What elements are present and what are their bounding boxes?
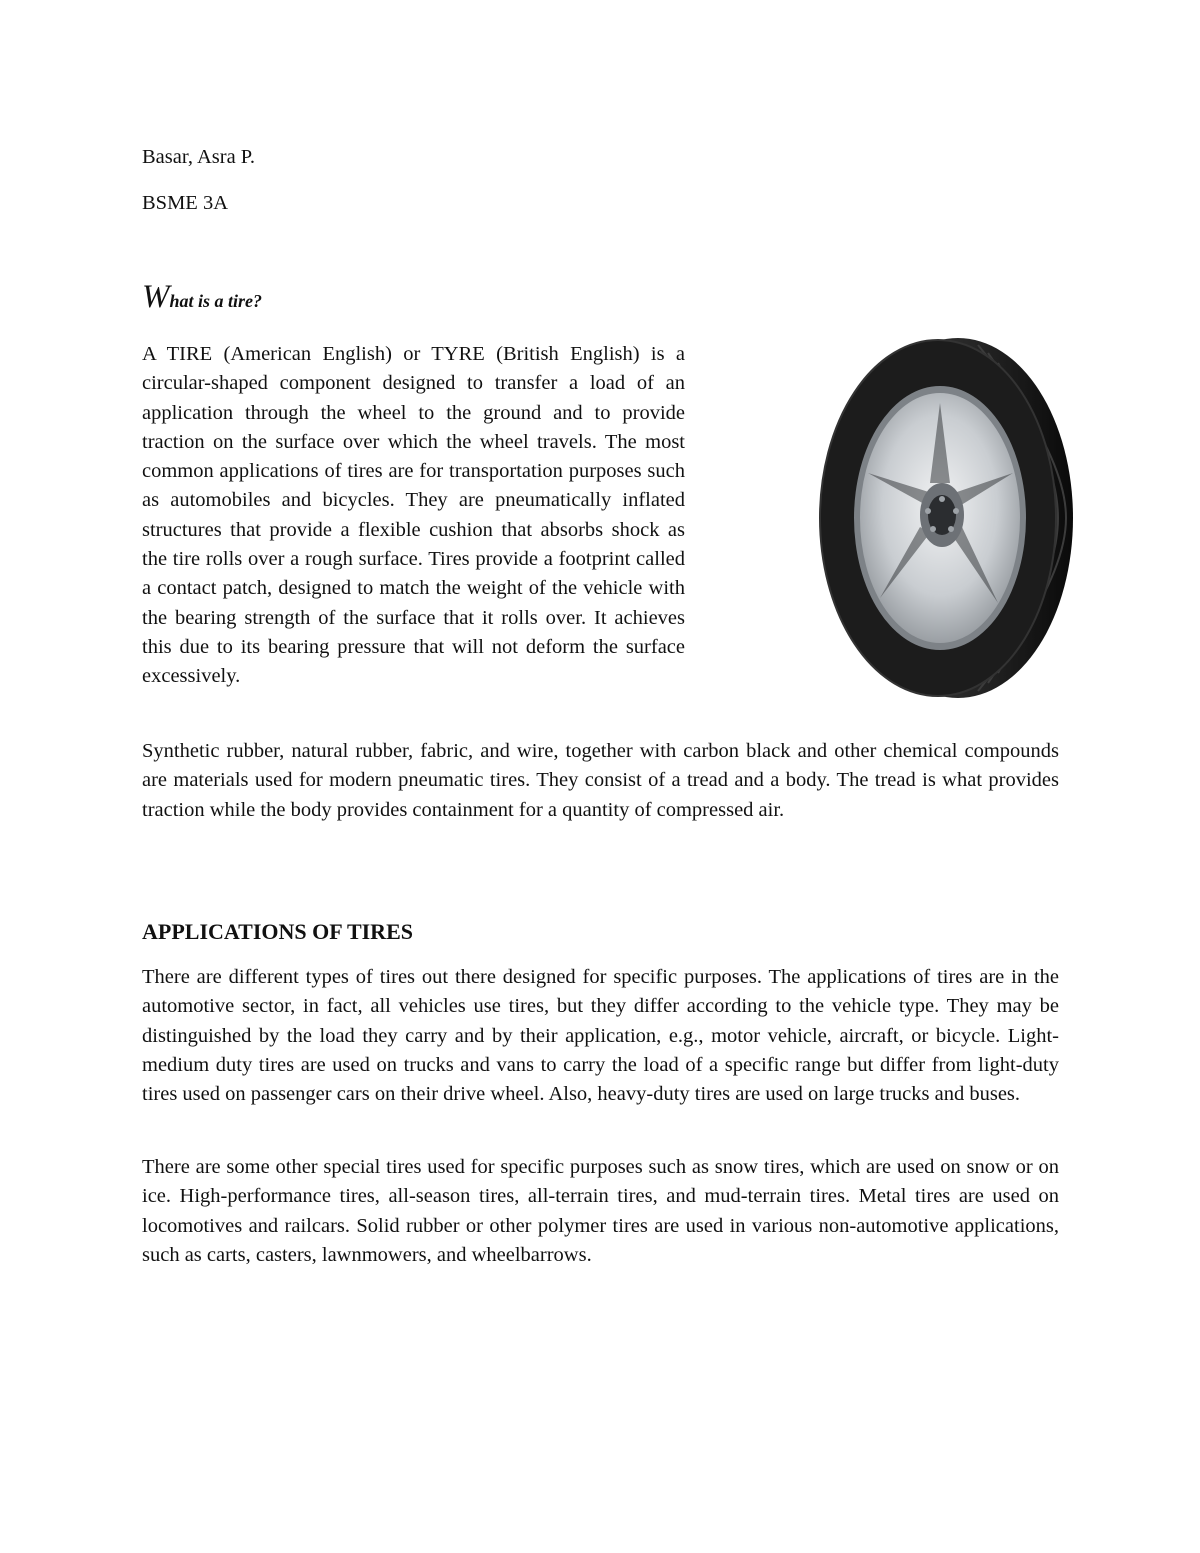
- applications-paragraph-2: There are some other special tires used for specific purposes such as snow tires, which are used on snow or on ice. High-performance tires, all-season tires, all-terrain tires, and mud-terrain tires. Metal tires are used on locomotives and railcars. Solid rubber or other polymer tires are used in various non-automotive applications, such as carts, casters, lawnmowers, and wheelbarrows.: [142, 1156, 1059, 1266]
- materials-paragraph: Synthetic rubber, natural rubber, fabric, and wire, together with carbon black and other chemical compounds are materials used for modern pneumatic tires. They consist of a tread and a body. The tread is what provides traction while the body provides containment for a quantity of compressed air.: [142, 740, 1059, 821]
- tire-wheel-icon: [808, 333, 1078, 703]
- title-drop-letter: W: [142, 279, 170, 315]
- class-section: BSME 3A: [142, 192, 229, 214]
- tire-image: [808, 333, 1078, 703]
- author-name: Basar, Asra P.: [142, 146, 256, 168]
- applications-heading: APPLICATIONS OF TIRES: [142, 919, 413, 944]
- applications-paragraph-1: There are different types of tires out there designed for specific purposes. The applications of tires are in the automotive sector, in fact, all vehicles use tires, but they differ according to the vehicle type. They may be distinguished by the load they carry and by their application, e.g., motor vehicle, aircraft, or bicycle. Light-medium duty tires are used on trucks and vans to carry the load of a specific range but differ from light-duty tires used on passenger cars on their drive wheel. Also, heavy-duty tires are used on large trucks and buses.: [142, 966, 1059, 1106]
- title-rest: hat is a tire?: [169, 291, 263, 311]
- intro-paragraph: A TIRE (American English) or TYRE (British English) is a circular-shaped component designed to transfer a load of an application through the wheel to the ground and to provide traction on the surface over which the wheel travels. The most common applications of tires are for transportation purposes such as automobiles and bicycles. They are pneumatically inflated structures that provide a flexible cushion that absorbs shock as the tire rolls over a rough surface. Tires provide a footprint called a contact patch, designed to match the weight of the vehicle with the bearing strength of the surface that it rolls over. It achieves this due to its bearing pressure that will not deform the surface excessively.: [142, 343, 685, 688]
- document-title: [142, 277, 262, 321]
